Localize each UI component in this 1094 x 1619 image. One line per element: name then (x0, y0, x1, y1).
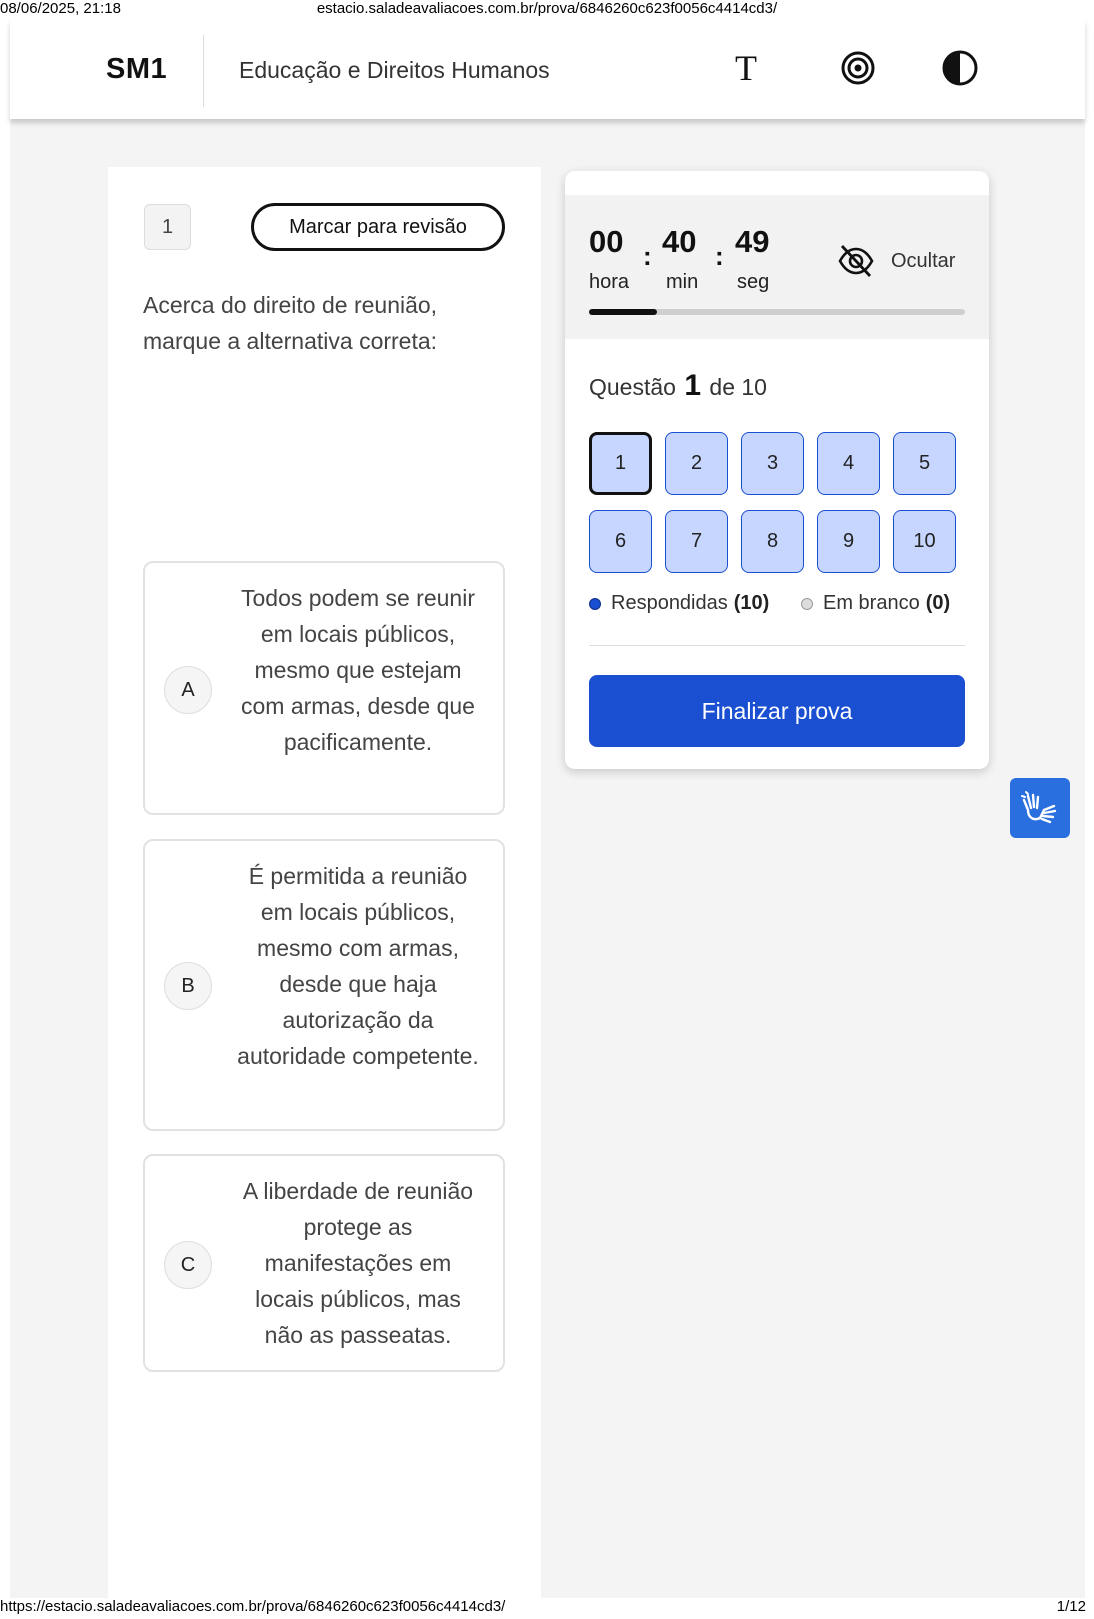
timer-hours: 00 (589, 224, 624, 259)
question-nav-button[interactable]: 2 (665, 432, 728, 495)
print-url: estacio.saladeavaliacoes.com.br/prova/6846260c623f0056c4414cd3/ (316, 0, 778, 17)
time-progress-bar (589, 309, 965, 315)
option-text: Todos podem se reunir em locais públicos, mesmo que estejam com armas, desde que pacificamente. (241, 585, 475, 755)
timer-seconds-label: seg (737, 271, 770, 293)
sign-language-hands-icon (1020, 788, 1060, 828)
legend-blank (801, 592, 950, 615)
timer (565, 195, 989, 339)
print-footer-url: https://estacio.saladeavaliacoes.com.br/prova/6846260c623f0056c4414cd3/ (0, 1598, 506, 1615)
legend-answered-count: (10) (733, 592, 770, 614)
question-text: Acerca do direito de reunião, marque a alternativa correta: (143, 292, 438, 354)
question-nav-button[interactable]: 8 (741, 510, 804, 573)
option-letter: A (164, 666, 212, 714)
hide-timer-label: Ocultar (891, 249, 956, 272)
question-nav-button[interactable]: 5 (893, 432, 956, 495)
question-counter (589, 369, 767, 403)
option-b[interactable] (143, 839, 505, 1131)
divider (589, 645, 965, 646)
print-footer (0, 1598, 1094, 1618)
print-datetime: 08/06/2025, 21:18 (0, 0, 121, 17)
answered-dot-icon (589, 598, 601, 610)
question-counter-current: 1 (684, 369, 702, 402)
timer-seconds: 49 (735, 224, 770, 259)
brand-logo: SM1 (106, 53, 168, 85)
option-text: A liberdade de reunião protege as manifestações em locais públicos, mas não as passeatas. (242, 1178, 474, 1348)
font-size-icon[interactable]: T (735, 48, 757, 88)
question-counter-suffix: de 10 (709, 374, 767, 400)
legend-blank-label: Em branco (823, 592, 920, 614)
legend-answered-label: Respondidas (611, 592, 728, 614)
option-a[interactable] (143, 561, 505, 815)
question-counter-prefix: Questão (589, 374, 676, 400)
legend-answered (589, 592, 769, 615)
timer-separator: : (715, 241, 724, 271)
contrast-icon[interactable] (942, 50, 978, 86)
hide-timer-toggle[interactable] (837, 241, 967, 281)
sign-language-button[interactable] (1010, 778, 1070, 838)
question-panel (108, 167, 541, 1598)
exam-side-panel (565, 171, 989, 769)
blank-dot-icon (801, 598, 813, 610)
option-letter: B (164, 962, 212, 1010)
option-letter: C (164, 1241, 212, 1289)
legend-blank-count: (0) (925, 592, 951, 614)
eye-off-icon (837, 242, 875, 280)
brand-divider (203, 35, 204, 107)
timer-hours-label: hora (589, 271, 630, 293)
timer-separator: : (643, 241, 652, 271)
question-nav-button[interactable]: 1 (589, 432, 652, 495)
question-number-badge: 1 (144, 204, 191, 250)
finish-exam-button[interactable]: Finalizar prova (589, 675, 965, 747)
question-nav-button[interactable]: 6 (589, 510, 652, 573)
top-bar (10, 20, 1085, 119)
print-page-number: 1/12 (1056, 1598, 1086, 1615)
answer-legend (589, 592, 969, 618)
mark-for-review-button[interactable]: Marcar para revisão (251, 203, 505, 251)
option-text: É permitida a reunião em locais públicos, mesmo com armas, desde que haja autorização da autoridade competente. (237, 863, 479, 1069)
course-title: Educação e Direitos Humanos (239, 57, 550, 83)
time-progress-fill (589, 309, 657, 315)
question-nav-button[interactable]: 9 (817, 510, 880, 573)
timer-minutes-label: min (666, 271, 699, 293)
question-nav-button[interactable]: 4 (817, 432, 880, 495)
question-nav-button[interactable]: 3 (741, 432, 804, 495)
target-icon[interactable] (840, 50, 876, 86)
print-header (0, 0, 1094, 20)
option-c[interactable] (143, 1154, 505, 1372)
question-nav-button[interactable]: 10 (893, 510, 956, 573)
question-nav-button[interactable]: 7 (665, 510, 728, 573)
timer-minutes: 40 (662, 224, 697, 259)
